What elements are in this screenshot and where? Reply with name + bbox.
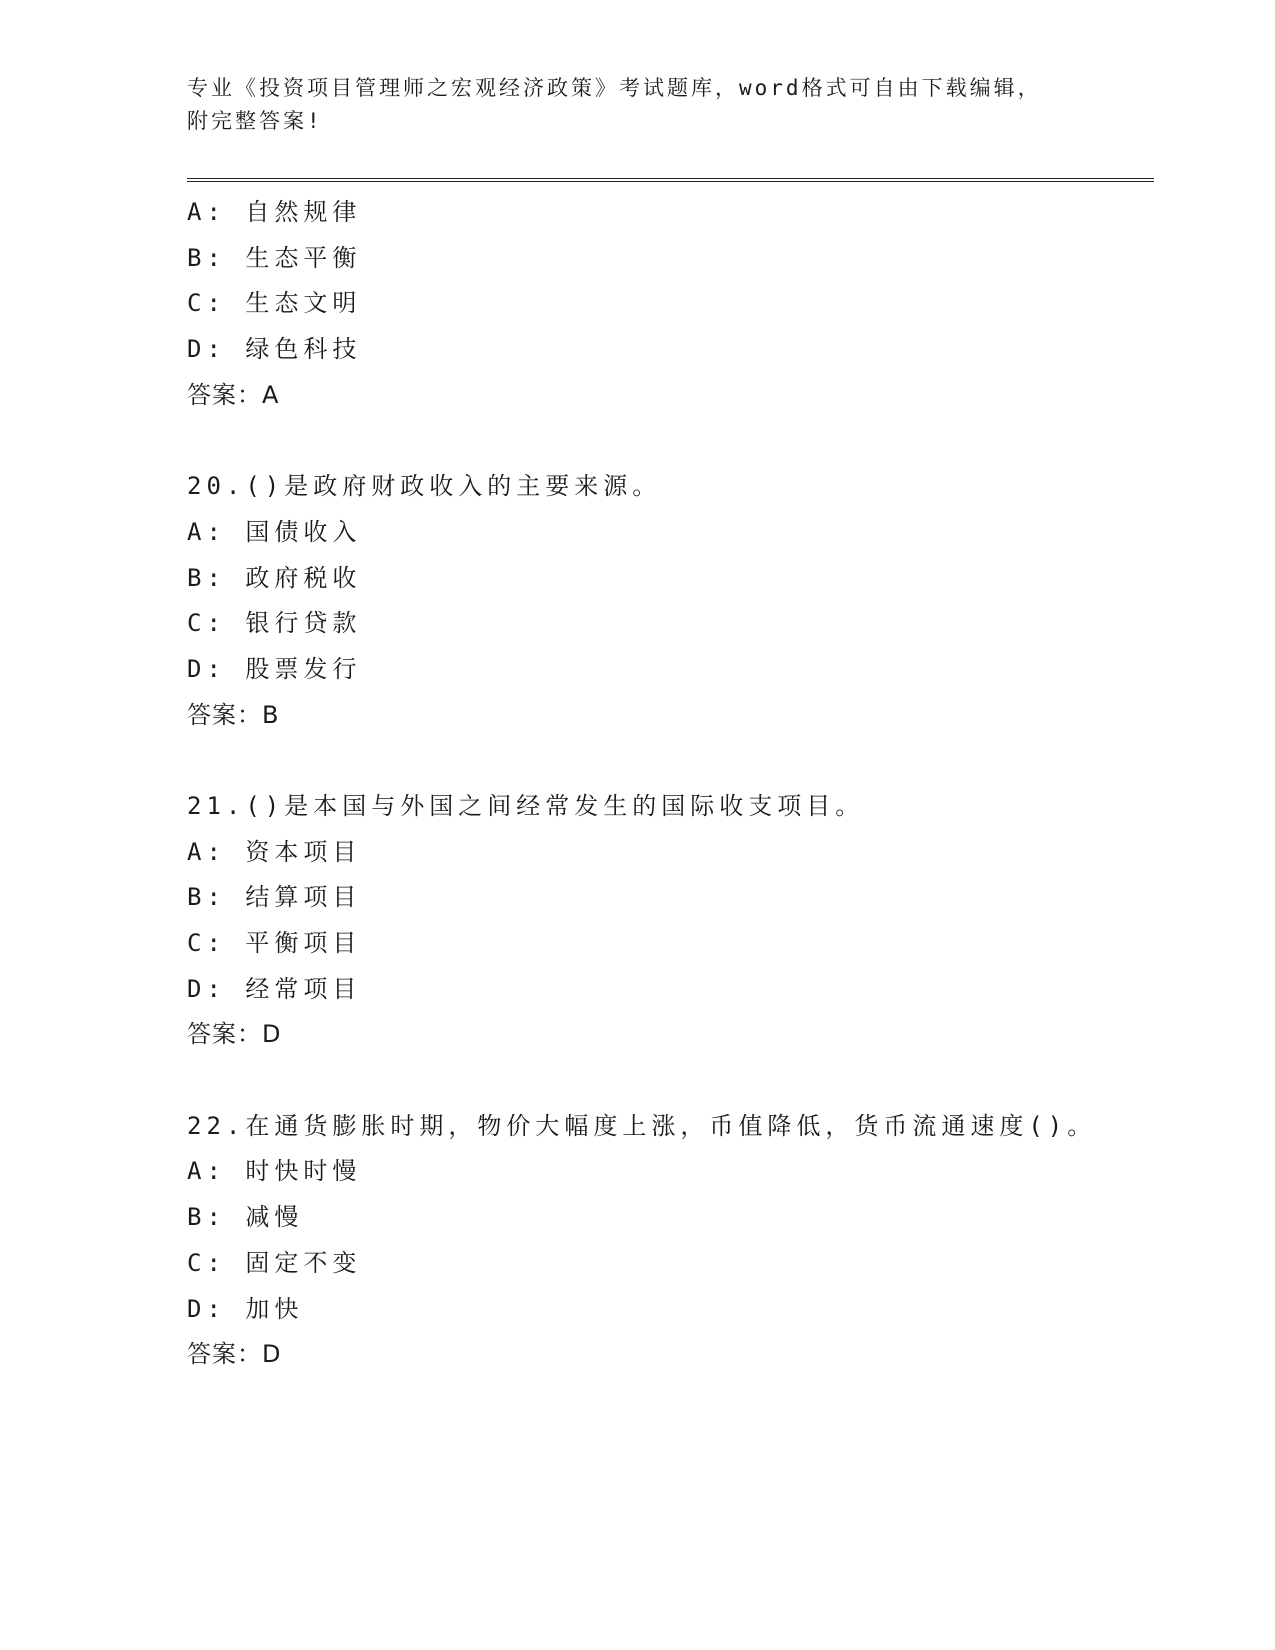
option-c: C: 生态文明: [187, 289, 362, 318]
option-d: D: 经常项目: [187, 974, 362, 1003]
question-stem: 22.在通货膨胀时期，物价大幅度上涨，币值降低，货币流通速度()。: [187, 1111, 1097, 1140]
option-a: A: 国债收入: [187, 517, 362, 546]
question-stem: 21.()是本国与外国之间经常发生的国际收支项目。: [187, 791, 865, 820]
option-d: D: 股票发行: [187, 654, 362, 683]
option-a: A: 时快时慢: [187, 1157, 362, 1186]
answer: 答案：B: [187, 700, 280, 729]
option-c: C: 银行贷款: [187, 609, 362, 638]
question-stem: 20.()是政府财政收入的主要来源。: [187, 472, 662, 501]
document-header: [187, 72, 1087, 138]
question-20: [187, 464, 1147, 738]
answer: 答案：D: [187, 1340, 282, 1369]
header-line-2: 附完整答案!: [187, 109, 323, 133]
answer: 答案：A: [187, 380, 280, 409]
question-19-tail: [187, 190, 1147, 418]
option-b: B: 生态平衡: [187, 243, 362, 272]
question-21: [187, 784, 1147, 1058]
option-b: B: 结算项目: [187, 883, 362, 912]
option-a: A: 自然规律: [187, 198, 362, 226]
option-c: C: 平衡项目: [187, 929, 362, 957]
option-b: B: 减慢: [187, 1203, 304, 1232]
answer: 答案：D: [187, 1020, 282, 1049]
option-c: C: 固定不变: [187, 1248, 362, 1277]
option-b: B: 政府税收: [187, 563, 362, 592]
option-a: A: 资本项目: [187, 837, 362, 866]
question-list: [187, 190, 1147, 1378]
header-line-1: 专业《投资项目管理师之宏观经济政策》考试题库，word格式可自由下载编辑，: [187, 76, 1042, 100]
option-d: D: 绿色科技: [187, 335, 362, 364]
question-22: [187, 1104, 1147, 1378]
option-d: D: 加快: [187, 1294, 304, 1323]
header-divider: [187, 178, 1154, 182]
